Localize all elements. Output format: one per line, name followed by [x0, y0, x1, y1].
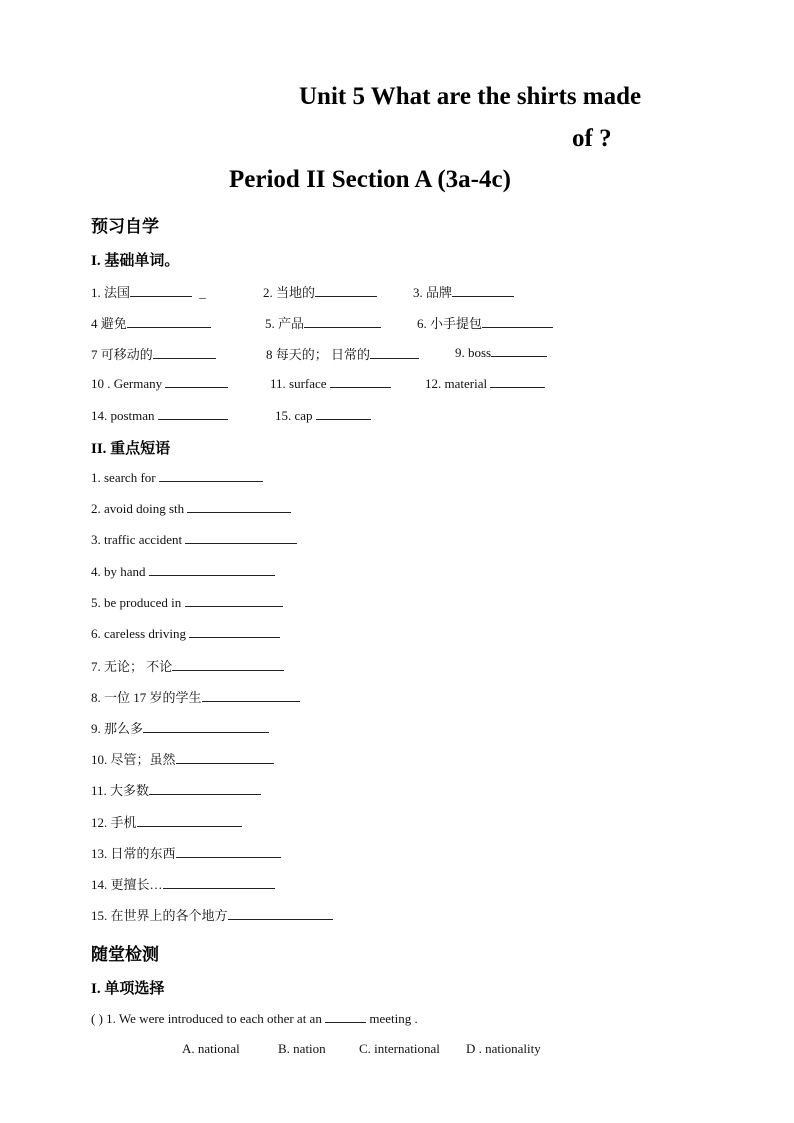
- word-item-1: 1. 法国 _: [91, 285, 206, 300]
- word-item-8: 8 每天的； 日常的: [266, 344, 419, 363]
- answer-blank[interactable]: [491, 344, 547, 357]
- phrase-item-2: 2. avoid doing sth: [91, 500, 291, 517]
- answer-blank[interactable]: [189, 625, 280, 638]
- answer-blank[interactable]: [172, 658, 284, 671]
- section-heading-practice: 随堂检测: [91, 945, 159, 964]
- answer-paren[interactable]: ( ): [91, 1011, 103, 1026]
- answer-blank[interactable]: [202, 689, 300, 702]
- answer-blank[interactable]: [149, 563, 275, 576]
- word-item-10: 10 . Germany: [91, 375, 228, 392]
- subsection-heading-choice: I. 单项选择: [91, 981, 165, 997]
- word-item-4: 4 避免: [91, 313, 211, 332]
- phrase-item-3: 3. traffic accident: [91, 531, 297, 548]
- answer-blank[interactable]: [490, 375, 545, 388]
- answer-blank[interactable]: [159, 469, 263, 482]
- answer-blank[interactable]: [143, 720, 269, 733]
- answer-blank[interactable]: [153, 346, 216, 359]
- phrase-item-7: 7. 无论； 不论: [91, 656, 284, 675]
- answer-blank[interactable]: [316, 407, 371, 420]
- answer-blank[interactable]: [452, 284, 514, 297]
- option-d[interactable]: D . nationality: [466, 1041, 541, 1056]
- answer-blank[interactable]: [149, 782, 261, 795]
- answer-blank[interactable]: [176, 751, 274, 764]
- phrase-item-6: 6. careless driving: [91, 625, 280, 642]
- answer-blank[interactable]: [330, 375, 391, 388]
- phrase-item-13: 13. 日常的东西: [91, 843, 281, 862]
- answer-blank[interactable]: [304, 315, 381, 328]
- phrase-item-14: 14. 更擅长…: [91, 874, 275, 893]
- title-line-1: Unit 5 What are the shirts made: [299, 83, 642, 110]
- word-item-3: 3. 品牌: [413, 282, 514, 301]
- word-item-15: 15. cap: [275, 407, 371, 424]
- answer-blank[interactable]: [185, 531, 297, 544]
- answer-blank[interactable]: [370, 346, 419, 359]
- phrase-item-12: 12. 手机: [91, 812, 242, 831]
- word-item-7: 7 可移动的: [91, 344, 216, 363]
- option-b[interactable]: B. nation: [278, 1041, 326, 1056]
- phrase-item-4: 4. by hand: [91, 563, 275, 580]
- phrase-item-1: 1. search for: [91, 469, 263, 486]
- title-line-2: of ?: [572, 125, 612, 152]
- phrase-item-9: 9. 那么多: [91, 718, 269, 737]
- phrase-item-8: 8. 一位 17 岁的学生: [91, 687, 300, 706]
- word-item-5: 5. 产品: [265, 313, 381, 332]
- question-1-stem: ( ) 1. We were introduced to each other at an meeting .: [91, 1011, 418, 1026]
- word-item-9: 9. boss: [455, 344, 547, 361]
- section-heading-preview: 预习自学: [91, 217, 159, 236]
- option-a[interactable]: A. national: [182, 1041, 240, 1056]
- answer-blank[interactable]: [228, 907, 333, 920]
- phrase-item-15: 15. 在世界上的各个地方: [91, 905, 333, 924]
- answer-blank[interactable]: [176, 845, 281, 858]
- answer-blank[interactable]: [165, 375, 228, 388]
- option-c[interactable]: C. international: [359, 1041, 440, 1056]
- answer-blank[interactable]: [325, 1010, 366, 1023]
- word-item-11: 11. surface: [270, 375, 391, 392]
- phrase-item-10: 10. 尽管；虽然: [91, 749, 274, 768]
- answer-blank[interactable]: [130, 284, 192, 297]
- answer-blank[interactable]: [127, 315, 211, 328]
- answer-blank[interactable]: [315, 284, 377, 297]
- subsection-heading-words: I. 基础单词。: [91, 253, 180, 269]
- word-item-2: 2. 当地的: [263, 282, 377, 301]
- word-item-14: 14. postman: [91, 407, 228, 424]
- subsection-heading-phrases: II. 重点短语: [91, 441, 171, 457]
- phrase-item-5: 5. be produced in: [91, 594, 283, 611]
- word-item-6: 6. 小手提包: [417, 313, 553, 332]
- answer-blank[interactable]: [137, 814, 242, 827]
- word-item-12: 12. material: [425, 375, 545, 392]
- title-period: Period II Section A (3a-4c): [229, 166, 511, 193]
- phrase-item-11: 11. 大多数: [91, 780, 261, 799]
- answer-blank[interactable]: [185, 594, 283, 607]
- answer-blank[interactable]: [187, 500, 291, 513]
- answer-blank[interactable]: [163, 876, 275, 889]
- answer-blank[interactable]: [482, 315, 553, 328]
- answer-blank[interactable]: [158, 407, 228, 420]
